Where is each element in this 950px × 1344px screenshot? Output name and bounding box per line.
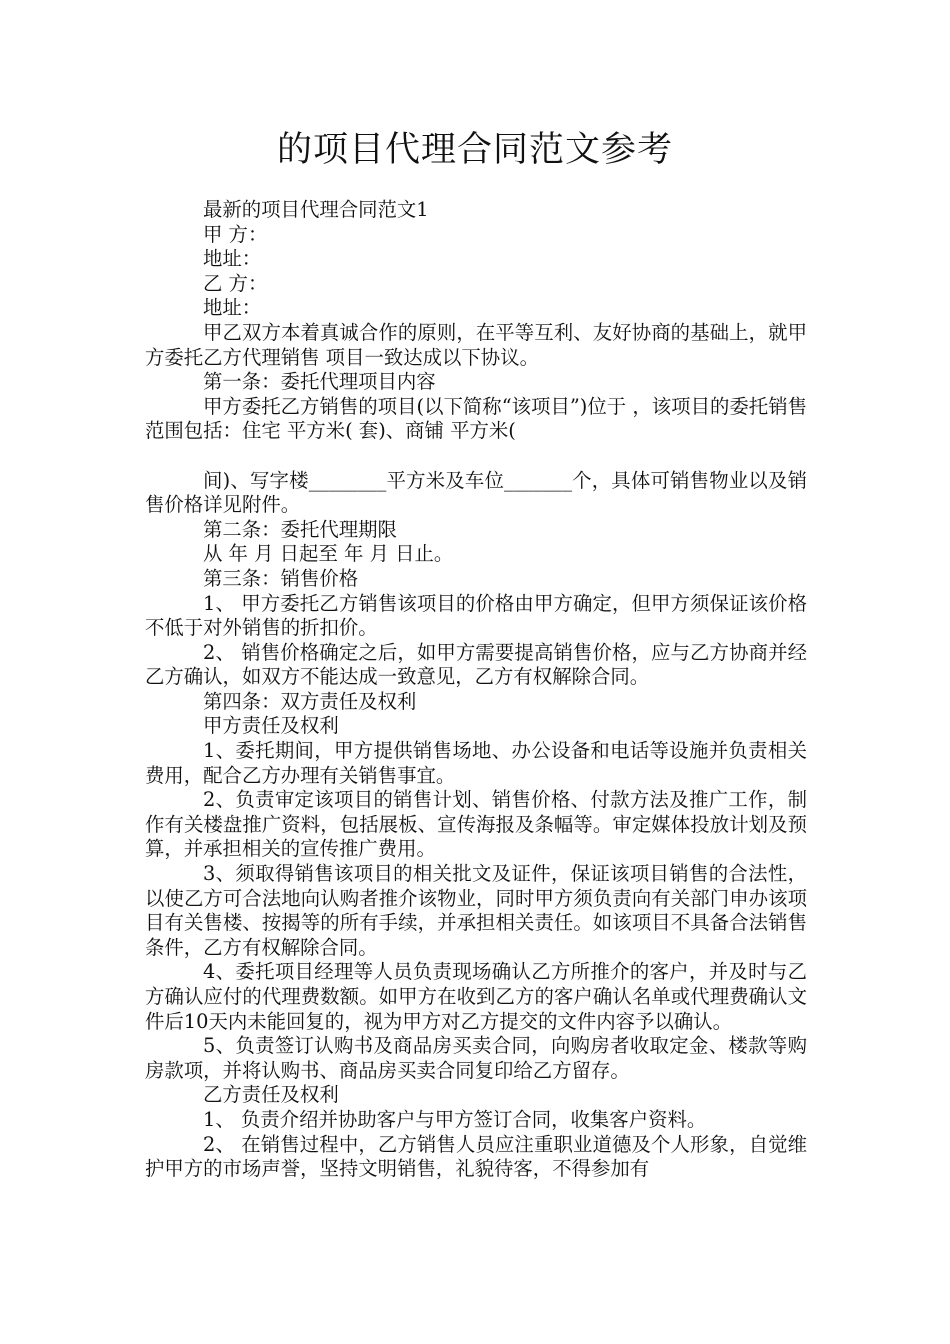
paragraph: 第三条：销售价格 — [203, 566, 359, 590]
paragraph: 第一条：委托代理项目内容 — [203, 370, 436, 394]
paragraph: 2、 销售价格确定之后，如甲方需要提高销售价格，应与乙方协商并经乙方确认，如双方不能达成一致意见，乙方有权解除合同。 — [145, 640, 807, 689]
document-body — [145, 198, 807, 1182]
paragraph: 2、负责审定该项目的销售计划、销售价格、付款方法及推广工作，制作有关楼盘推广资料，包括展板、宣传海报及条幅等。审定媒体投放计划及预算，并承担相关的宣传推广费用。 — [145, 788, 807, 861]
paragraph: 5、负责签订认购书及商品房买卖合同，向购房者收取定金、楼款等购房款项，并将认购书、商品房买卖合同复印给乙方留存。 — [145, 1034, 807, 1082]
paragraph: 最新的项目代理合同范文1 — [203, 198, 429, 221]
paragraph: 3、须取得销售该项目的相关批文及证件，保证该项目销售的合法性，以使乙方可合法地向认购者推介该物业，同时甲方须负责向有关部门申办该项目有关售楼、按揭等的所有手续，并承担相关责任。如该项目不具备合法销售条件，乙方有权解除合同。 — [145, 862, 807, 959]
paragraph: 1、 负责介绍并协助客户与甲方签订合同，收集客户资料。 — [203, 1107, 707, 1131]
paragraph: 地址： — [203, 296, 262, 320]
paragraph: 甲方责任及权利 — [203, 714, 339, 738]
paragraph: 乙 方： — [203, 271, 268, 295]
paragraph: 2、 在销售过程中，乙方销售人员应注重职业道德及个人形象，自觉维护甲方的市场声誉，坚持文明销售，礼貌待客，不得参加有 — [145, 1132, 807, 1181]
paragraph: 甲乙双方本着真诚合作的原则，在平等互利、友好协商的基础上，就甲方委托乙方代理销售 项目一致达成以下协议。 — [145, 320, 807, 369]
paragraph: 甲方委托乙方销售的项目(以下简称“该项目”)位于 ，该项目的委托销售范围包括：住宅 平方米( 套)、商铺 平方米( — [145, 394, 807, 443]
document-title: 的项目代理合同范文参考 — [276, 130, 673, 170]
paragraph: 从 年 月 日起至 年 月 日止。 — [203, 542, 454, 566]
paragraph: 1、委托期间，甲方提供销售场地、办公设备和电话等设施并负责相关费用，配合乙方办理有关销售事宜。 — [145, 739, 807, 787]
paragraph: 第二条：委托代理期限 — [203, 517, 397, 541]
paragraph: 间)、写字楼________平方米及车位_______个，具体可销售物业以及销售价格详见附件。 — [145, 468, 807, 517]
paragraph: 1、 甲方委托乙方销售该项目的价格由甲方确定，但甲方须保证该价格不低于对外销售的折扣价。 — [145, 591, 807, 640]
paragraph: 4、委托项目经理等人员负责现场确认乙方所推介的客户，并及时与乙方确认应付的代理费数额。如甲方在收到乙方的客户确认名单或代理费确认文件后10天内未能回复的，视为甲方对乙方提交的文件内容予以确认。 — [145, 960, 807, 1033]
paragraph: 乙方责任及权利 — [203, 1083, 339, 1107]
paragraph: 甲 方： — [203, 222, 268, 246]
paragraph: 第四条：双方责任及权利 — [203, 689, 417, 713]
paragraph: 地址： — [203, 247, 262, 271]
